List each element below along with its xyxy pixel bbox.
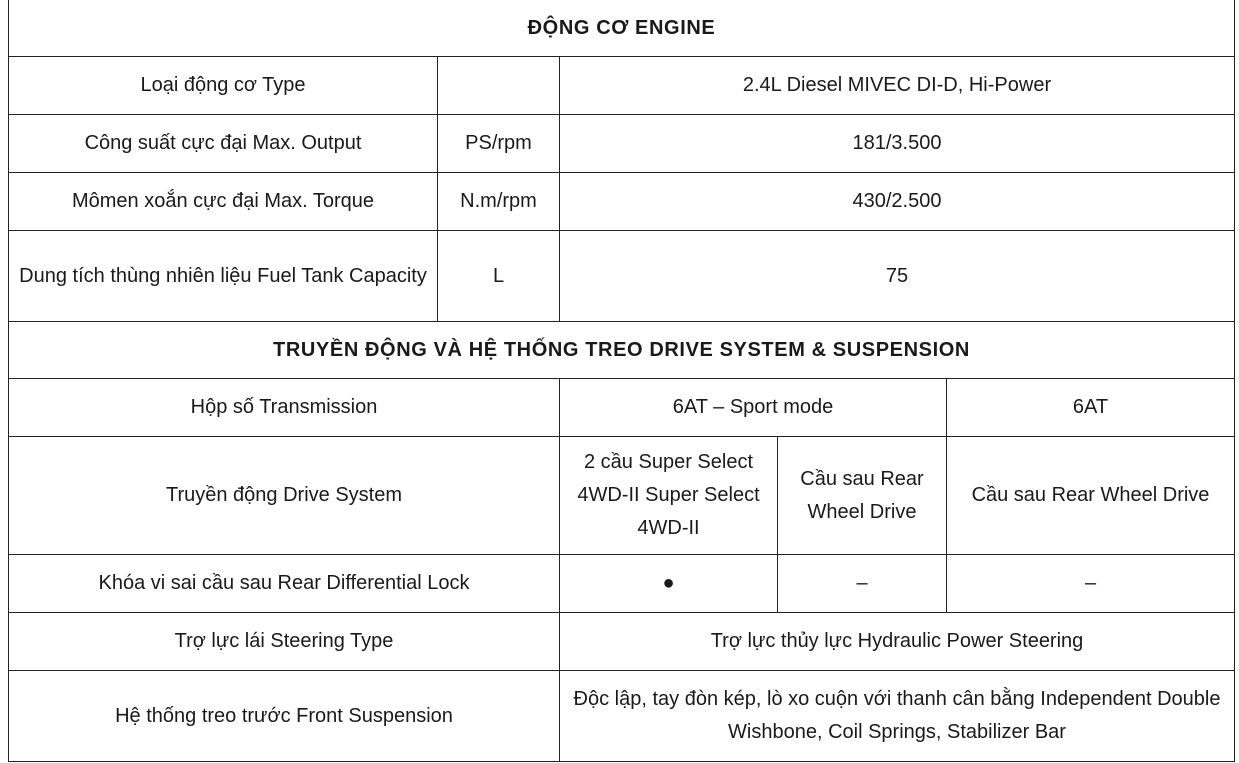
diff-lock-value-3: – xyxy=(947,555,1235,613)
max-torque-value: 430/2.500 xyxy=(560,173,1235,231)
table-row xyxy=(9,671,1235,762)
table-row xyxy=(9,613,1235,671)
transmission-value-1: 6AT – Sport mode xyxy=(560,379,947,437)
table-row xyxy=(9,555,1235,613)
steering-label: Trợ lực lái Steering Type xyxy=(9,613,560,671)
front-suspension-label: Hệ thống treo trước Front Suspension xyxy=(9,671,560,762)
diff-lock-value-2: – xyxy=(778,555,947,613)
engine-type-value: 2.4L Diesel MIVEC DI-D, Hi-Power xyxy=(560,57,1235,115)
max-output-label: Công suất cực đại Max. Output xyxy=(9,115,438,173)
drive-system-value-1: 2 cầu Super Select 4WD-II Super Select 4WD-II xyxy=(560,437,778,555)
diff-lock-value-1: ● xyxy=(560,555,778,613)
drive-system-value-3: Cầu sau Rear Wheel Drive xyxy=(947,437,1235,555)
diff-lock-label: Khóa vi sai cầu sau Rear Differential Lock xyxy=(9,555,560,613)
engine-section-title: ĐỘNG CƠ ENGINE xyxy=(9,0,1235,57)
table-row xyxy=(9,173,1235,231)
table-row xyxy=(9,231,1235,322)
drive-system-value-2: Cầu sau Rear Wheel Drive xyxy=(778,437,947,555)
max-torque-unit: N.m/rpm xyxy=(438,173,560,231)
spec-table xyxy=(8,0,1235,762)
drive-system-label: Truyền động Drive System xyxy=(9,437,560,555)
transmission-value-2: 6AT xyxy=(947,379,1235,437)
steering-value: Trợ lực thủy lực Hydraulic Power Steering xyxy=(560,613,1235,671)
table-row xyxy=(9,379,1235,437)
front-suspension-value: Độc lập, tay đòn kép, lò xo cuộn với thanh cân bằng Independent Double Wishbone, Coil Springs, Stabilizer Bar xyxy=(560,671,1235,762)
engine-type-unit xyxy=(438,57,560,115)
drive-header-row xyxy=(9,322,1235,379)
max-output-unit: PS/rpm xyxy=(438,115,560,173)
fuel-tank-label: Dung tích thùng nhiên liệu Fuel Tank Capacity xyxy=(9,231,438,322)
transmission-label: Hộp số Transmission xyxy=(9,379,560,437)
drive-section-title: TRUYỀN ĐỘNG VÀ HỆ THỐNG TREO DRIVE SYSTEM & SUSPENSION xyxy=(9,322,1235,379)
max-output-value: 181/3.500 xyxy=(560,115,1235,173)
fuel-tank-unit: L xyxy=(438,231,560,322)
engine-type-label: Loại động cơ Type xyxy=(9,57,438,115)
engine-header-row xyxy=(9,0,1235,57)
table-row xyxy=(9,115,1235,173)
max-torque-label: Mômen xoắn cực đại Max. Torque xyxy=(9,173,438,231)
table-row xyxy=(9,57,1235,115)
fuel-tank-value: 75 xyxy=(560,231,1235,322)
table-row xyxy=(9,437,1235,555)
